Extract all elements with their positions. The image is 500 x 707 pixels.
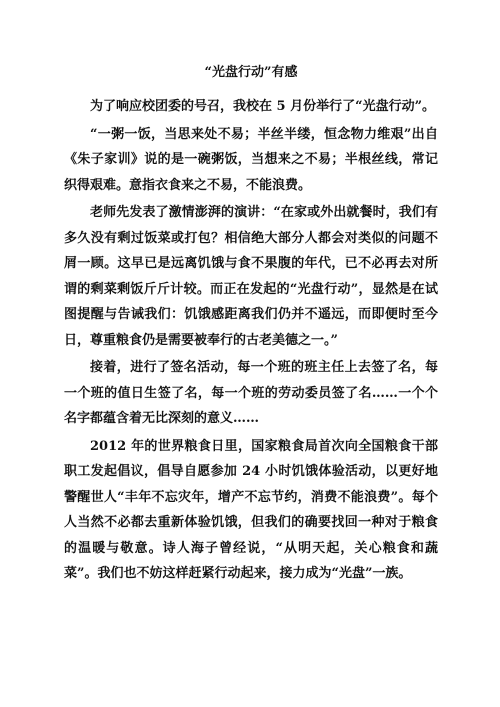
paragraph-quote-origin: “一粥一饭，当思来处不易；半丝半缕，恒念物力维艰”出自《朱子家训》说的是一碗粥饭，当想来之不易；半根丝线，常记织得艰难。意指衣食来之不易，不能浪费。 — [64, 126, 438, 193]
paragraph-intro: 为了响应校团委的号召，我校在 5 月份举行了“光盘行动”。 — [90, 99, 436, 114]
paragraph-teacher-speech: 老师先发表了激情澎湃的演讲：“在家或外出就餐时，我们有多久没有剩过饭菜或打包？相信绝大部分人都会对类似的问题不屑一顾。这早已是远离饥饿与食不果腹的年代，已不必再去对所谓的剩菜剩饭斤斤计较。而正在发起的“光盘行动”，显然是在试图提醒与告诫我们：饥饿感距离我们仍并不遥远，而即便时至今日，尊重粮食仍是需要被奉行的古老美德之一。” — [64, 205, 438, 348]
paragraph-signing-activity: 接着，进行了签名活动，每一个班的班主任上去签了名，每一个班的值日生签了名，每一个班的劳动委员签了名……一个个名字都蕴含着无比深刻的意义…… — [64, 360, 438, 426]
document-page — [64, 60, 438, 587]
document-title: “光盘行动”有感 — [204, 65, 298, 80]
paragraph-world-food-day: 2012 年的世界粮食日里，国家粮食局首次向全国粮食干部职工发起倡议，倡导自愿参加 24 小时饥饿体验活动，以更好地警醒世人“丰年不忘灾年，增产不忘节约，消费不能浪费”。每个人当然不必都去重新体验饥饿，但我们的确要找回一种对于粮食的温暖与敬意。诗人海子曾经说，“从明天起，关心粮食和蔬菜”。我们也不妨这样赶紧行动起来，接力成为“光盘”一族。 — [64, 438, 438, 581]
